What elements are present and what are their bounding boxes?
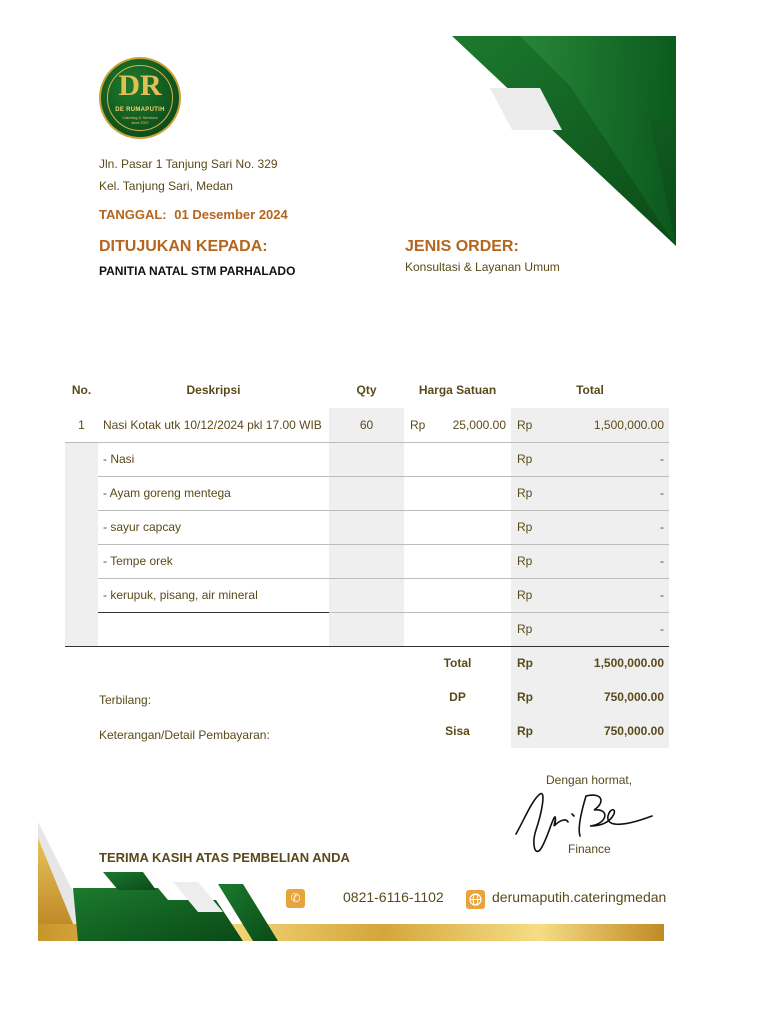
cell-desc: - kerupuk, pisang, air mineral (98, 578, 329, 612)
summary-sisa-label: Sisa (445, 724, 470, 738)
recipient-name: PANITIA NATAL STM PARHALADO (99, 264, 296, 278)
cell-qty (329, 578, 404, 612)
address-line-1: Jln. Pasar 1 Tanjung Sari No. 329 (99, 157, 278, 171)
summary-sisa-currency: Rp (511, 714, 541, 748)
cell-total-currency: Rp (511, 442, 541, 476)
footer-website[interactable]: derumaputih.cateringmedan (492, 889, 667, 905)
cell-total: - (541, 612, 669, 646)
cell-price-currency: Rp (404, 408, 434, 442)
cell-total: 1,500,000.00 (541, 408, 669, 442)
invoice-date (99, 207, 288, 222)
cell-total-currency: Rp (511, 510, 541, 544)
date-value: 01 Desember 2024 (174, 207, 288, 222)
globe-glyph (466, 890, 485, 909)
cell-desc: - Tempe orek (98, 544, 329, 578)
cell-total: - (541, 442, 669, 476)
cell-price (434, 476, 511, 510)
header-total: Total (576, 383, 604, 397)
table-row (65, 578, 669, 612)
recipient-heading: DITUJUKAN KEPADA: (99, 238, 268, 255)
cell-total-currency: Rp (511, 578, 541, 612)
footer-phone: 0821-6116-1102 (343, 889, 444, 905)
cell-qty (329, 510, 404, 544)
cell-total-currency: Rp (511, 408, 541, 442)
header-desc: Deskripsi (186, 383, 241, 397)
cell-price (434, 578, 511, 612)
order-type: Konsultasi & Layanan Umum (405, 260, 560, 274)
logo-brand: DE RUMAPUTIH (115, 107, 165, 113)
terbilang-label: Terbilang: (99, 693, 152, 707)
cell-total: - (541, 578, 669, 612)
cell-total: - (541, 476, 669, 510)
cell-no: 1 (65, 408, 98, 442)
summary-dp-row (65, 680, 669, 714)
table-row (65, 612, 669, 646)
footer-thanks: TERIMA KASIH ATAS PEMBELIAN ANDA (99, 850, 350, 865)
table-header (65, 372, 669, 408)
cell-desc: - Ayam goreng mentega (98, 476, 329, 510)
payment-detail-label: Keterangan/Detail Pembayaran: (99, 728, 270, 742)
cell-no (65, 544, 98, 578)
logo-since: since 2007 (131, 121, 149, 125)
date-label: TANGGAL: (99, 207, 167, 222)
cell-qty (329, 544, 404, 578)
globe-icon (466, 890, 485, 909)
cell-no (65, 510, 98, 544)
summary-dp-label: DP (449, 690, 466, 704)
table-row (65, 408, 669, 442)
cell-desc: - Nasi (98, 442, 329, 476)
table-row (65, 510, 669, 544)
cell-total-currency: Rp (511, 612, 541, 646)
logo-monogram: DR (118, 69, 162, 102)
header-no: No. (71, 383, 92, 397)
header-price: Harga Satuan (418, 383, 497, 397)
cell-total-currency: Rp (511, 476, 541, 510)
table-row (65, 442, 669, 476)
cell-price (434, 544, 511, 578)
cell-price: 25,000.00 (434, 408, 511, 442)
address-line-2: Kel. Tanjung Sari, Medan (99, 179, 233, 193)
footer-decoration (38, 820, 668, 942)
cell-price-currency (404, 544, 434, 578)
cell-price-currency (404, 510, 434, 544)
cell-total: - (541, 510, 669, 544)
header-qty: Qty (356, 383, 377, 397)
summary-total-value: 1,500,000.00 (541, 646, 669, 680)
phone-icon: ✆ (286, 889, 305, 908)
logo-tagline: Catering & Services (122, 115, 158, 120)
cell-no (65, 578, 98, 612)
cell-total-currency: Rp (511, 544, 541, 578)
cell-desc: Nasi Kotak utk 10/12/2024 pkl 17.00 WIB (98, 408, 329, 442)
summary-dp-currency: Rp (511, 680, 541, 714)
header-decoration (440, 30, 680, 255)
cell-price-currency (404, 476, 434, 510)
cell-desc: - sayur capcay (98, 510, 329, 544)
cell-no (65, 442, 98, 476)
cell-price-currency (404, 442, 434, 476)
cell-desc (98, 612, 329, 646)
cell-total: - (541, 544, 669, 578)
order-heading: JENIS ORDER: (405, 238, 519, 255)
table-row (65, 476, 669, 510)
cell-price-currency (404, 612, 434, 646)
items-table (65, 372, 669, 748)
summary-total-label: Total (443, 656, 472, 671)
table-row (65, 544, 669, 578)
summary-total-currency: Rp (511, 646, 541, 680)
company-logo (99, 57, 181, 139)
cell-qty (329, 442, 404, 476)
cell-price (434, 510, 511, 544)
cell-no (65, 612, 98, 646)
summary-dp-value: 750,000.00 (541, 680, 669, 714)
cell-qty (329, 476, 404, 510)
summary-total-row (65, 646, 669, 680)
cell-price-currency (404, 578, 434, 612)
signature-greeting: Dengan hormat, (546, 773, 633, 787)
cell-qty: 60 (329, 408, 404, 442)
cell-price (434, 442, 511, 476)
cell-no (65, 476, 98, 510)
cell-price (434, 612, 511, 646)
summary-sisa-value: 750,000.00 (541, 714, 669, 748)
signature-role: Finance (568, 842, 611, 856)
cell-qty (329, 612, 404, 646)
